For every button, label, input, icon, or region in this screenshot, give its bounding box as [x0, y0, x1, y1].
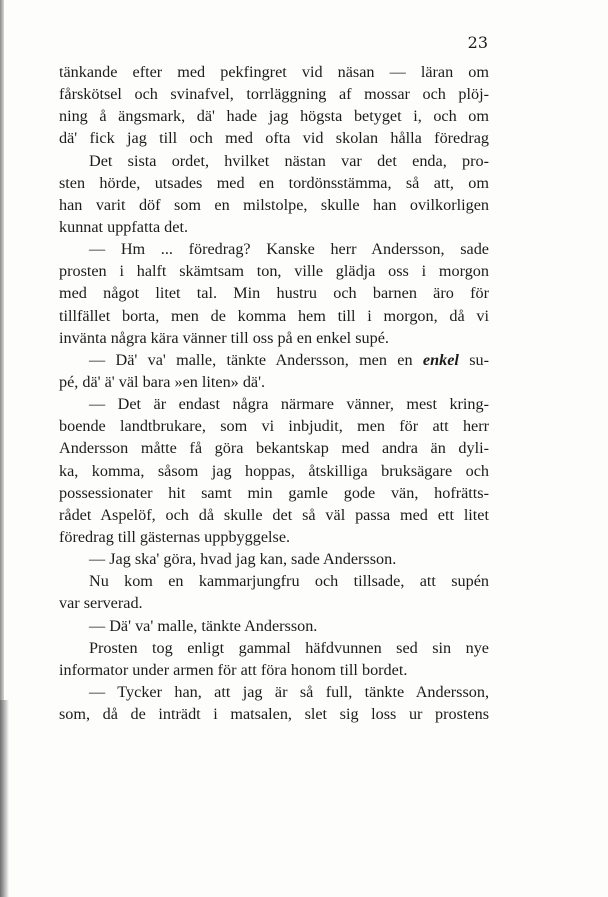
- page-binding-shadow: [0, 700, 9, 897]
- text-line: boende landtbrukare, som vi inbjudit, men för att herr: [59, 417, 489, 436]
- text-line: Andersson måtte få göra bekantskap med andra än dyli-: [59, 439, 489, 458]
- text-line: informator under armen för att föra honom till bordet.: [59, 660, 408, 679]
- text-line: prosten i halft skämtsam ton, ville glädja oss i morgon: [59, 262, 489, 281]
- page-number: 23: [467, 33, 488, 52]
- text-line: — Dä' va' malle, tänkte Andersson.: [89, 616, 318, 635]
- body-text: [59, 61, 489, 725]
- text-line: var serverad.: [59, 594, 143, 613]
- text-line: Prosten tog enligt gammal häfdvunnen sed sin nye: [89, 638, 489, 657]
- text-line: — Det är endast några närmare vänner, mest kring-: [89, 395, 489, 414]
- text-line: ning å ängsmark, dä' hade jag högsta betyget i, och om: [59, 107, 489, 126]
- text-line: pé, dä' ä' väl bara »en liten» dä'.: [59, 372, 266, 391]
- text-line: — Tycker han, att jag är så full, tänkte Andersson,: [89, 682, 489, 701]
- text-line: rådet Aspelöf, och då skulle det så väl passa med ett litet: [59, 505, 489, 524]
- text-line: — Hm ... föredrag? Kanske herr Andersson, sade: [89, 240, 489, 259]
- text-line: som, då de inträdt i matsalen, slet sig loss ur prostens: [59, 705, 489, 724]
- emphasized-word: enkel: [422, 350, 459, 369]
- text-line: dä' fick jag till och med ofta vid skolan hålla föredrag: [59, 129, 489, 148]
- text-line: invänta några kära vänner till oss på en enkel supé.: [59, 328, 389, 347]
- text-line: han varit döf som en milstolpe, skulle han ovilkorligen: [59, 195, 489, 214]
- text-line: sten hörde, utsades med en tordönsstämma, så att, om: [59, 173, 489, 192]
- text-line: fårskötsel och svinafvel, torrläggning af mossar och plöj-: [59, 85, 489, 104]
- text-line: kunnat uppfatta det.: [59, 217, 189, 236]
- text-line: tänkande efter med pekfingret vid näsan — läran om: [59, 63, 489, 81]
- text-line: Nu kom en kammarjungfru och tillsade, att supén: [89, 572, 489, 591]
- text-line: med något litet tal. Min hustru och barnen äro för: [59, 284, 489, 303]
- text-line: Det sista ordet, hvilket nästan var det enda, pro-: [89, 151, 489, 170]
- text-line: — Dä' va' malle, tänkte Andersson, men en enkel su-: [89, 350, 489, 369]
- text-line: ka, komma, såsom jag hoppas, åtskilliga bruksägare och: [59, 461, 489, 480]
- text-line: — Jag ska' göra, hvad jag kan, sade Andersson.: [89, 550, 397, 569]
- text-line: possessionater hit samt min gamle gode vän, hofrätts-: [59, 483, 489, 502]
- text-line: föredrag till gästernas uppbyggelse.: [59, 527, 291, 546]
- text-line: tillfället borta, men de komma hem till i morgon, då vi: [59, 306, 489, 325]
